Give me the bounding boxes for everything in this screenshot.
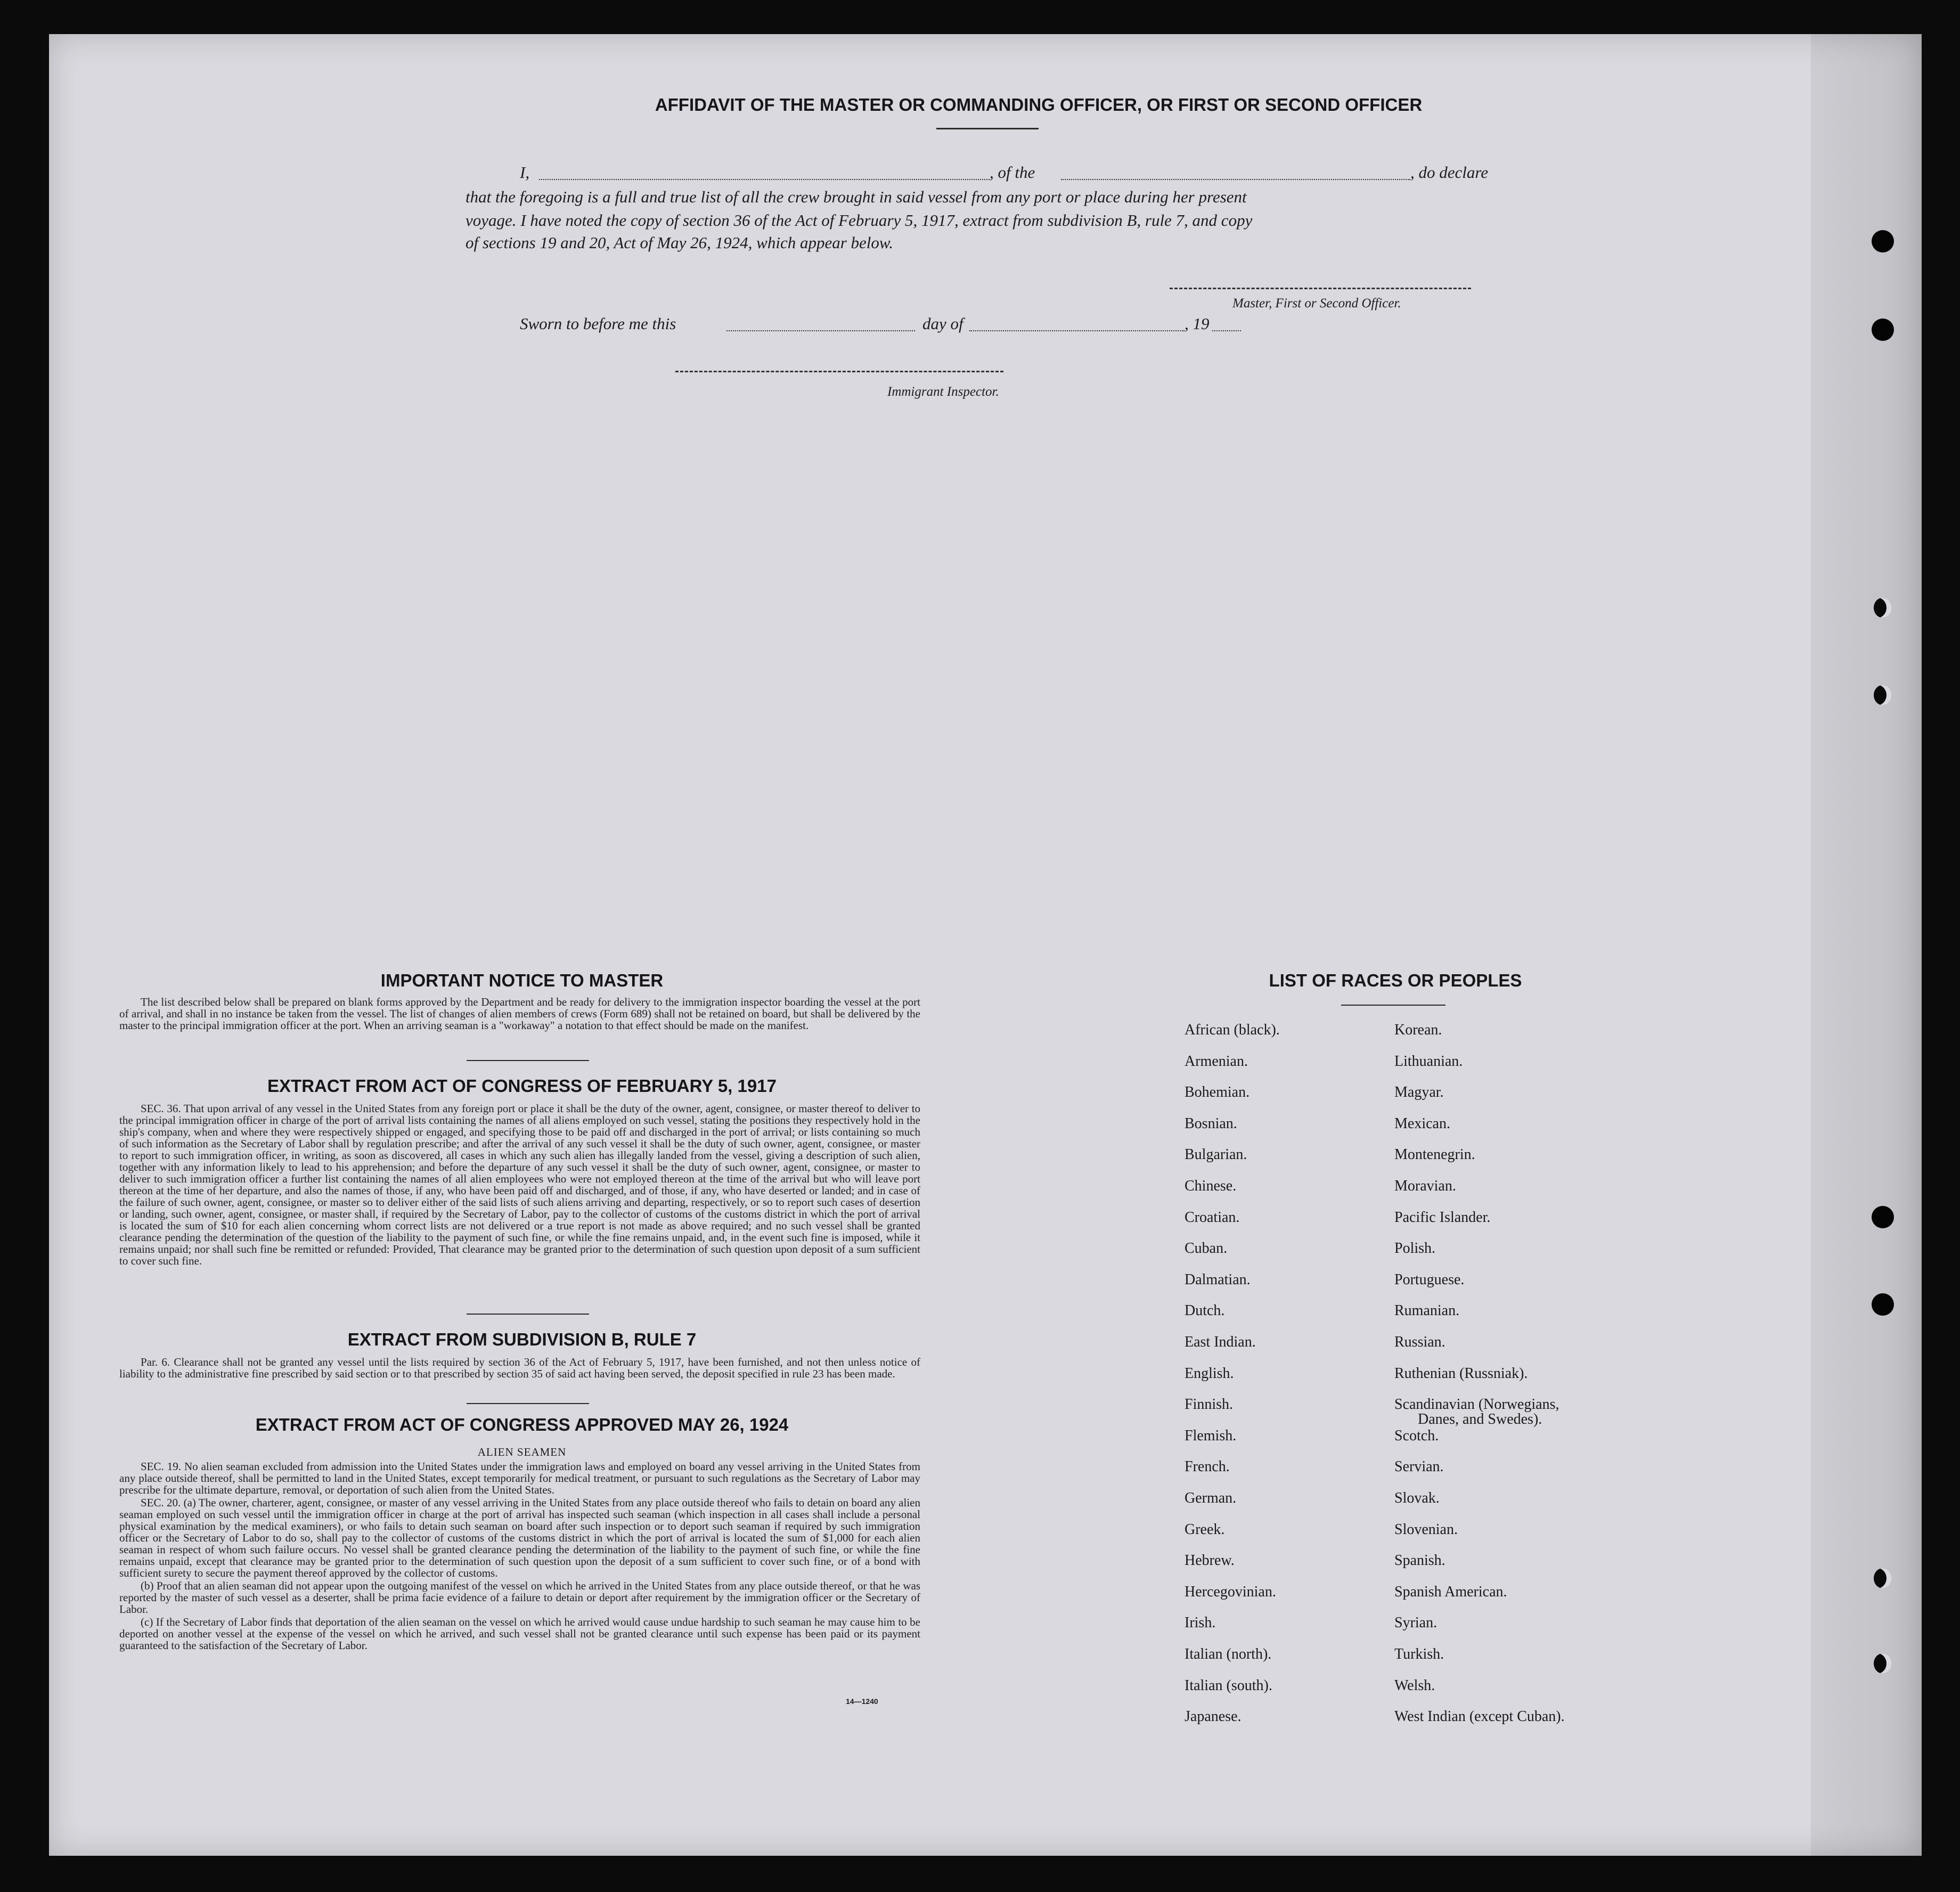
punch-hole-partial	[1874, 685, 1892, 705]
race-right-item: Spanish.	[1394, 1552, 1446, 1569]
race-right-item: Pacific Islander.	[1394, 1209, 1491, 1226]
race-right-item: West Indian (except Cuban).	[1394, 1708, 1565, 1725]
race-right-item: Magyar.	[1394, 1084, 1444, 1101]
race-left-item: African (black).	[1185, 1022, 1280, 1038]
master-signature-caption: Master, First or Second Officer.	[1232, 296, 1401, 311]
race-left-item: East Indian.	[1185, 1334, 1256, 1350]
race-right-item: Ruthenian (Russniak).	[1394, 1365, 1528, 1382]
race-right-item: Korean.	[1394, 1022, 1442, 1038]
race-left-item: Flemish.	[1185, 1427, 1237, 1444]
race-left-item: Bulgarian.	[1185, 1146, 1247, 1163]
subdivision-b-body	[119, 1356, 920, 1381]
race-right-item: Spanish American.	[1394, 1583, 1507, 1600]
race-left-item: Bosnian.	[1185, 1115, 1237, 1132]
sworn-month-blank[interactable]	[969, 330, 1185, 331]
vessel-blank[interactable]	[1061, 179, 1410, 180]
race-left-item: Dutch.	[1185, 1302, 1225, 1319]
section-19-paragraph: SEC. 19. No alien seaman excluded from admission into the United States under the immigration laws and employed on board any vessel arriving in the United States from any place outside thereof, shall be permitted to land in the United States, except temporarily for medical treatment, or pursuant to such regulations as the Secretary of Labor may prescribe for the ultimate departure, removal, or deportation of such alien from the United States.	[119, 1460, 920, 1496]
affidavit-line-3: voyage. I have noted the copy of section 36 of the Act of February 5, 1917, extract from subdivision B, rule 7, and copy	[466, 211, 1253, 230]
form-number: 14—1240	[846, 1697, 878, 1706]
notice-title: IMPORTANT NOTICE TO MASTER	[380, 971, 664, 990]
subdivision-b-title: EXTRACT FROM SUBDIVISION B, RULE 7	[347, 1330, 697, 1349]
race-right-item: Scandinavian (Norwegians,	[1394, 1396, 1559, 1413]
affidavit-do-declare: , do declare	[1410, 163, 1489, 182]
race-right-item: Scotch.	[1394, 1427, 1439, 1444]
race-left-item: Italian (north).	[1185, 1646, 1272, 1662]
race-right-item: Portuguese.	[1394, 1271, 1465, 1288]
section-20c-paragraph: (c) If the Secretary of Labor finds that deportation of the alien seaman on the vessel on which he arrived would cause undue hardship to such seaman he may cause him to be deported on another vessel at the expense of the vessel on which he arrived, and such vessel shall not be granted clearance until such expense has been paid or its payment guaranteed to the satisfaction of the Secretary of Labor.	[119, 1616, 920, 1652]
name-blank[interactable]	[539, 179, 990, 180]
race-right-item: Mexican.	[1394, 1115, 1450, 1132]
race-right-item: Welsh.	[1394, 1677, 1435, 1694]
punch-hole	[1872, 319, 1894, 341]
race-left-item: Chinese.	[1185, 1178, 1237, 1194]
sworn-year: , 19	[1185, 314, 1210, 333]
race-left-item: Hebrew.	[1185, 1552, 1235, 1569]
race-left-item: Finnish.	[1185, 1396, 1234, 1413]
alien-seamen-subtitle: ALIEN SEAMEN	[477, 1446, 567, 1458]
punch-hole-partial	[1874, 598, 1892, 618]
affidavit-title: AFFIDAVIT OF THE MASTER OR COMMANDING OFFICER, OR FIRST OR SECOND OFFICER	[655, 95, 1423, 115]
race-left-item: Japanese.	[1185, 1708, 1242, 1725]
extract-1924-body	[119, 1461, 920, 1652]
affidavit-line-2: that the foregoing is a full and true list of all the crew brought in said vessel from any port or place during her present	[466, 187, 1247, 206]
race-right-item: Montenegrin.	[1394, 1146, 1475, 1163]
section-divider	[467, 1314, 589, 1315]
section-divider	[467, 1403, 589, 1404]
race-left-item: English.	[1185, 1365, 1234, 1382]
master-signature-line[interactable]	[1170, 288, 1471, 289]
race-left-item: Italian (south).	[1185, 1677, 1272, 1694]
race-right-item: Syrian.	[1394, 1614, 1438, 1632]
section-20a-paragraph: SEC. 20. (a) The owner, charterer, agent, consignee, or master of any vessel arriving in the United States from any place outside thereof who fails to detain on board any alien seaman employed on such vessel until the immigration officer in charge at the port of arrival has inspected such seaman (which inspection in all cases shall include a personal physical examination by the medical examiners), or who fails to detain such seaman on board after such inspection or to deport such seaman if required by such immigration officer or the Secretary of Labor to do so, shall pay to the collector of customs of the customs district in which the port of arrival is located the sum of $1,000 for each alien seaman in respect of whom such failure occurs. No vessel shall be granted clearance pending the determination of the liability to the payment of such fine, or while the fine remains unpaid, except that clearance may be granted prior to the determination of such question upon the deposit of a sum sufficient to cover such fine, or of a bond with sufficient surety to secure the payment thereof approved by the collector of customs.	[119, 1496, 920, 1579]
section-divider	[467, 1060, 589, 1061]
affidavit-title-rule	[936, 128, 1039, 129]
extract-1924-title: EXTRACT FROM ACT OF CONGRESS APPROVED MAY 26, 1924	[255, 1415, 789, 1434]
section-36-paragraph: SEC. 36. That upon arrival of any vessel in the United States from any foreign port or place it shall be the duty of the owner, agent, consignee, or master thereof to deliver to the principal immigration officer in charge of the port of arrival lists containing the names of all aliens employed on such vessel, stating the positions they respectively hold in the ship's company, when and where they were respectively shipped or engaged, and specifying those to be paid off and discharged in the port of arrival; or lists containing so much of such information as the Secretary of Labor shall by regulation prescribe; and after the arrival of any such vessel it shall be the duty of such owner, agent, consignee, or master to report to such immigration officer, in writing, as soon as discovered, all cases in which any such alien has illegally landed from the vessel, giving a description of such alien, together with any information likely to lead to his apprehension; and before the departure of any such vessel it shall be the duty of such owner, agent, consignee, or master to deliver to such immigration officer a further list containing the names of all alien employees who were not employed thereon at the time of the arrival but who will leave port thereon at the time of her departure, and also the names of those, if any, who have been paid off and discharged, and of those, if any, who have deserted or landed; and in case of the failure of such owner, agent, consignee, or master so to deliver either of the said lists of such aliens arriving and departing, respectively, or so to report such cases of desertion or landing, such owner, agent, consignee, or master shall, if required by the Secretary of Labor, pay to the collector of customs of the customs district in which the port of arrival is located the sum of $10 for each alien concerning whom correct lists are not delivered or a true report is not made as above required; and no such vessel shall be granted clearance pending the determination of the question of the liability to the payment of such fine, or while the fine remains unpaid, and, in the event such fine is imposed, while it remains unpaid; nor shall such fine be remitted or refunded: Provided, That clearance may be granted prior to the determination of such question upon deposit of a sum sufficient to cover such fine.	[119, 1102, 920, 1267]
section-20b-paragraph: (b) Proof that an alien seaman did not appear upon the outgoing manifest of the vessel on which he arrived in the United States from any place outside thereof, or that he was reported by the master of such vessel as a deserter, shall be prima facie evidence of a failure to detain or deport after requirement by the immigration officer or the Secretary of Labor.	[119, 1579, 920, 1616]
punch-hole	[1872, 1293, 1894, 1316]
sworn-day-blank[interactable]	[726, 330, 915, 331]
race-left-item: Armenian.	[1185, 1053, 1248, 1070]
punch-hole-partial	[1874, 1653, 1892, 1674]
sworn-prefix: Sworn to before me this	[520, 314, 676, 333]
punch-hole-partial	[1874, 1568, 1892, 1588]
race-left-item: French.	[1185, 1458, 1230, 1475]
race-left-item: Cuban.	[1185, 1240, 1228, 1257]
race-right-item: Servian.	[1394, 1458, 1444, 1475]
race-right-item: Slovak.	[1394, 1490, 1440, 1506]
sworn-year-blank[interactable]	[1212, 330, 1241, 331]
race-right-item: Russian.	[1394, 1334, 1446, 1350]
sworn-day-of: day of	[922, 314, 963, 333]
rule-7-paragraph: Par. 6. Clearance shall not be granted any vessel until the lists required by section 36 of the Act of February 5, 1917, have been furnished, and not then unless notice of liability to the administrative fine prescribed by said section or to that prescribed by section 35 of said act having been served, the deposit specified in rule 23 has been made.	[119, 1356, 920, 1380]
race-left-item: Greek.	[1185, 1521, 1225, 1538]
affidavit-i: I,	[520, 163, 530, 182]
race-left-item: Dalmatian.	[1185, 1271, 1251, 1288]
inspector-caption: Immigrant Inspector.	[887, 385, 999, 399]
affidavit-line-4: of sections 19 and 20, Act of May 26, 1924, which appear below.	[466, 233, 894, 252]
race-right-item: Rumanian.	[1394, 1302, 1460, 1319]
affidavit-of-the: , of the	[990, 163, 1035, 182]
race-right-item: Danes, and Swedes).	[1418, 1411, 1542, 1428]
page-edge-shadow	[1811, 34, 1922, 1856]
race-right-item: Lithuanian.	[1394, 1053, 1463, 1070]
race-left-item: Irish.	[1185, 1614, 1216, 1632]
extract-1917-body	[119, 1103, 920, 1268]
race-right-item: Turkish.	[1394, 1646, 1444, 1662]
race-right-item: Polish.	[1394, 1240, 1436, 1257]
extract-1917-title: EXTRACT FROM ACT OF CONGRESS OF FEBRUARY 5, 1917	[267, 1076, 777, 1096]
race-right-item: Slovenian.	[1394, 1521, 1458, 1538]
race-right-item: Moravian.	[1394, 1178, 1456, 1194]
races-title: LIST OF RACES OR PEOPLES	[1269, 971, 1522, 990]
punch-hole	[1872, 1206, 1894, 1228]
race-left-item: German.	[1185, 1490, 1237, 1506]
race-left-item: Bohemian.	[1185, 1084, 1250, 1101]
punch-hole	[1872, 230, 1894, 252]
race-left-item: Croatian.	[1185, 1209, 1240, 1226]
races-title-rule	[1341, 1005, 1446, 1006]
race-left-item: Hercegovinian.	[1185, 1583, 1276, 1600]
notice-body	[119, 996, 920, 1032]
inspector-signature-line[interactable]	[675, 371, 1003, 372]
notice-paragraph: The list described below shall be prepared on blank forms approved by the Department and be ready for delivery to the immigration inspector boarding the vessel at the port of arrival, and shall in no instance be taken from the vessel. The list of changes of alien members of crews (Form 689) shall not be retained on board, but shall be delivered by the master to the principal immigration officer at the port. When an arriving seaman is a "workaway" a notation to that effect should be made on the manifest.	[119, 996, 920, 1032]
